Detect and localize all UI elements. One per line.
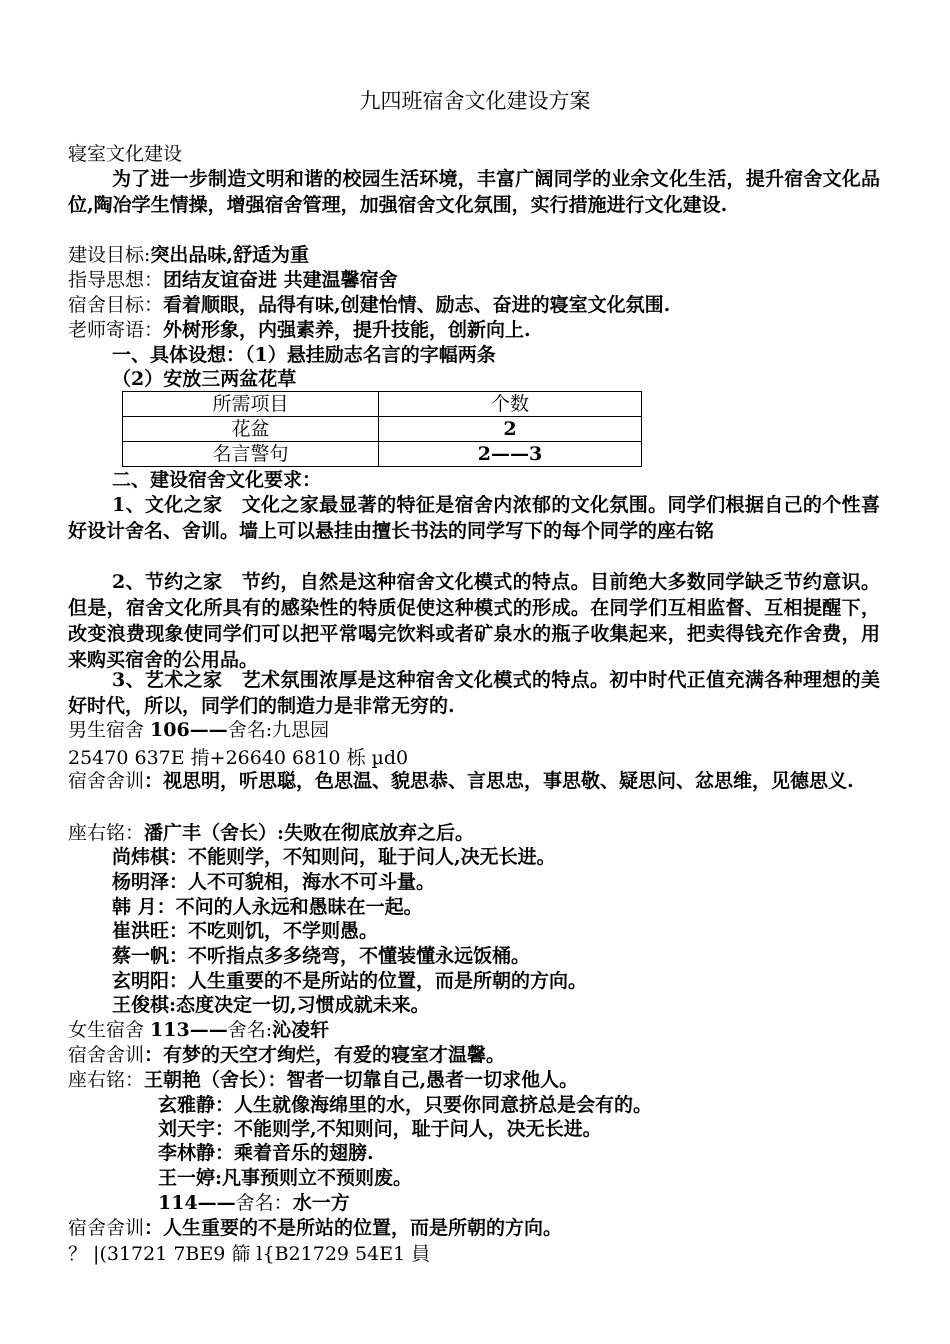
requirement-culture: 1、文化之家 文化之家最显著的特征是宿舍内浓郁的文化氛围。同学们根据自己的个性喜好设计舍名、舍训。墙上可以悬挂由擅长书法的同学写下的每个同学的座右铭 [68,494,880,542]
dorm-goal-line: 宿舍目标：看着顺眼，品得有味,创建怡情、励志、奋进的寝室文化氛围. [68,294,671,316]
table-row [123,417,642,442]
table-row [123,392,642,417]
list-item: 李林静：乘着音乐的翅膀. [158,1142,374,1164]
table-cell: 花盆 [123,417,379,442]
room-114-motto: 宿舍舍训：人生重要的不是所站的位置，而是所朝的方向。 [68,1217,563,1239]
female-dorm-line: 女生宿舍 113——舍名:沁凌轩 [68,1019,330,1041]
garbled-line-2: ？ |(31721 7BE9 篩 l{B21729 54E1 員 [68,1243,431,1265]
plan-line-2: （2）安放三两盆花草 [112,368,297,390]
list-item: 王一婷:凡事预则立不预则废。 [158,1167,413,1189]
plan-line-1: 一、具体设想：（1）悬挂励志名言的字幅两条 [112,344,496,366]
table-header: 个数 [379,392,642,417]
male-first-motto: 座右铭：潘广丰（舍长）:失败在彻底放弃之后。 [68,822,475,844]
table-cell: 2 [379,417,642,442]
table-cell: 2——3 [379,442,642,467]
female-motto: 宿舍舍训：有梦的天空才绚烂，有爱的寝室才温馨。 [68,1044,506,1066]
male-dorm-line: 男生宿舍 106——舍名:九思园 [68,719,330,741]
garbled-line-1: 25470 637E 掯+26640 6810 栎 µd0 [68,747,409,769]
table-row [123,442,642,467]
list-item: 刘天宇：不能则学,不知则问，耻于问人，决无长进。 [158,1118,602,1140]
room-114-line: 114——舍名：水一方 [158,1192,350,1214]
intro-paragraph: 为了进一步制造文明和谐的校园生活环境，丰富广阔同学的业余文化生活，提升宿舍文化品位,陶冶学生情操，增强宿舍管理，加强宿舍文化氛围，实行措施进行文化建设. [68,168,880,216]
requirements-heading: 二、建设宿舍文化要求： [112,469,322,491]
list-item: 蔡一帆：不听指点多多绕弯，不懂装懂永远饭桶。 [112,945,531,967]
list-item: 尚炜棋：不能则学，不知则问，耻于问人,决无长进。 [112,846,556,868]
table-cell: 名言警句 [123,442,379,467]
guide-line: 指导思想：团结友谊奋进 共建温馨宿舍 [68,269,398,291]
doc-title: 九四班宿舍文化建设方案 [359,89,591,113]
list-item: 王俊棋:态度决定一切,习惯成就未来。 [112,994,430,1016]
list-item: 玄雅静：人生就像海绵里的水，只要你同意挤总是会有的。 [158,1094,653,1116]
section-heading: 寝室文化建设 [68,143,183,165]
requirements-table [122,391,642,467]
table-header: 所需项目 [123,392,379,417]
female-first-motto: 座右铭：王朝艳（舍长）：智者一切靠自己,愚者一切求他人。 [68,1069,579,1091]
requirement-saving: 2、节约之家 节约，自然是这种宿舍文化模式的特点。目前绝大多数同学缺乏节约意识。但是，宿舍文化所具有的感染性的特质促使这种模式的形成。在同学们互相监督、互相提醒下，改变浪费现象使同学们可以把平常喝完饮料或者矿泉水的瓶子收集起来，把卖得钱充作舍费，用来购买宿舍的公用品。 [68,571,880,671]
list-item: 玄明阳：人生重要的不是所站的位置，而是所朝的方向。 [112,970,588,992]
male-motto: 宿舍舍训：视思明，听思聪，色思温、貌思恭、言思忠，事思敬、疑思问、忿思维，见德思义. [68,770,854,792]
teacher-line: 老师寄语：外树形象，内强素养，提升技能，创新向上. [68,319,531,341]
list-item: 杨明泽：人不可貌相，海水不可斗量。 [112,871,436,893]
goal-line: 建设目标:突出品味,舒适为重 [68,244,310,266]
requirement-art: 3、艺术之家 艺术氛围浓厚是这种宿舍文化模式的特点。初中时代正值充满各种理想的美好时代，所以，同学们的制造力是非常无穷的. [68,669,880,717]
list-item: 韩 月：不问的人永远和愚昧在一起。 [112,896,423,918]
list-item: 崔洪旺：不吃则饥，不学则愚。 [112,920,379,942]
